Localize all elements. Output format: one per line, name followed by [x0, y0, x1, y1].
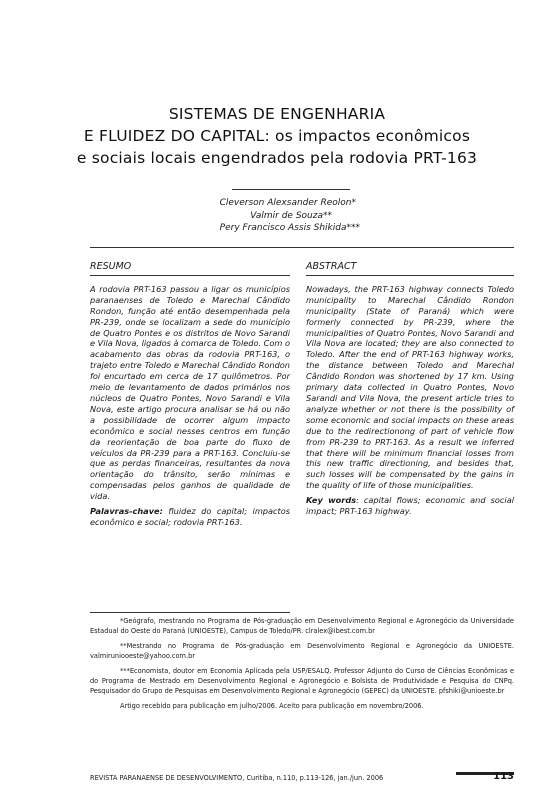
title-line-2 [0, 125, 554, 147]
resumo-keywords [90, 506, 290, 528]
footnote-1: *Geógrafo, mestrando no Programa de Pós-graduação em Desenvolvimento Regional e Agronegócio da Universidade Estadual do Oeste do Paraná (UNIOESTE), Campus de Toledo/PR. clralex@ibest.com.br [90, 617, 514, 635]
title-line-2-sub: os impactos econômicos [269, 127, 471, 145]
resumo-keywords-text: fluidez do capital; impactos econômico e social; rodovia PRT-163. [90, 506, 290, 527]
abstract-keywords-label: Key words [306, 495, 357, 506]
resumo-keywords-label: Palavras-chave: [90, 506, 163, 517]
author-2: Valmir de Souza** [250, 210, 332, 221]
author-list [0, 197, 554, 235]
title-divider [232, 189, 350, 190]
abstract-keywords-text: : capital flows; economic and social impact; PRT-163 highway. [306, 495, 514, 517]
author-1: Cleverson Alexsander Reolon* [219, 198, 356, 208]
resumo-column [90, 262, 290, 528]
journal-reference: REVISTA PARANAENSE DE DESENVOLVIMENTO, Curitiba, n.110, p.113-126, jan./jun. 2006 [90, 774, 384, 782]
title-line-1: SISTEMAS DE ENGENHARIA [168, 105, 386, 123]
title-line-2-main: E FLUIDEZ DO CAPITAL: [83, 127, 270, 145]
footnote-3: ***Economista, doutor em Economia Aplicada pela USP/ESALQ. Professor Adjunto do Curso de Ciências Econômicas e do Programa de Mestrado em Desenvolvimento Regional e Agronegócio e Bolsista de Produtividade e Pesquisa do CNPq. Pesquisador do Grupo de Pesquisas em Desenvolvimento Regional e Agronegócio (GEPEC) da UNIOESTE. pfshiki@unioeste.br [90, 667, 514, 695]
title-line-3: e sociais locais engendrados pela rodovia PRT-163 [76, 149, 478, 167]
footnotes [90, 617, 514, 718]
abstract-keywords [306, 495, 514, 517]
header-divider [90, 247, 514, 248]
article-title [0, 103, 554, 169]
footnote-4: Artigo recebido para publicação em julho/2006. Aceito para publicação em novembro/2006. [120, 702, 424, 711]
footnote-divider [90, 612, 290, 613]
page-number: 113 [493, 771, 514, 782]
author-3: Pery Francisco Assis Shikida*** [219, 223, 360, 233]
abstract-text: Nowadays, the PRT-163 highway connects Toledo municipality to Marechal Cândido Rondon municipality (State of Paraná) which were formerly connected by PR-239, where the municipalities of Quatro Pontes, Novo Sarandi and Vila Nova are located; they are also connected to Toledo. After the end of PRT-163 highway works, the distance between Toledo and Marechal Cândido Rondon was shortened by 17 km. Using primary data collected in Quatro Pontes, Novo Sarandi and Vila Nova, the present article tries to analyze whether or not there is the possibility of some economic and social impacts on these areas due to the redirectionong of part of vehicle flow from PR-239 to PRT-163. As a result we inferred that there will be minimum financial losses from this new traffic directioning, and besides that, such losses will be compensated by the gains in the quality of life of those municipalities. [306, 283, 514, 491]
resumo-text: A rodovia PRT-163 passou a ligar os municípios paranaenses de Toledo e Marechal Cândido Rondon, função até então desempenhada pela PR-239, onde se localizam a sede do município de Quatro Pontes e os distritos de Novo Sarandi e Vila Nova, ligados à comarca de Toledo. Com o acabamento das obras da rodovia PRT-163, o trajeto entre Toledo e Marechal Cândido Rondon foi encurtado em cerca de 17 quilômetros. Por meio de levantamento de dados primários nos núcleos de Quatro Pontes, Novo Sarandi e Vila Nova, este artigo procura analisar se há ou não a possibilidade de ocorrer algum impacto econômico e social nesses centros em função da reorientação de boa parte do fluxo de veículos da PR-239 para a PRT-163. Concluiu-se que as perdas financeiras, resultantes da nova orientação do trânsito, serão mínimas e compensadas pelos ganhos de qualidade de vida. [90, 283, 290, 502]
abstract-column [306, 262, 514, 517]
resumo-heading: RESUMO [90, 262, 290, 276]
footnote-2: **Mestrando no Programa de Pós-graduação em Desenvolvimento Regional e Agronegócio da UNIOESTE. valmiruniooeste@yahoo.com.br [90, 642, 514, 660]
abstract-heading: ABSTRACT [306, 262, 514, 276]
